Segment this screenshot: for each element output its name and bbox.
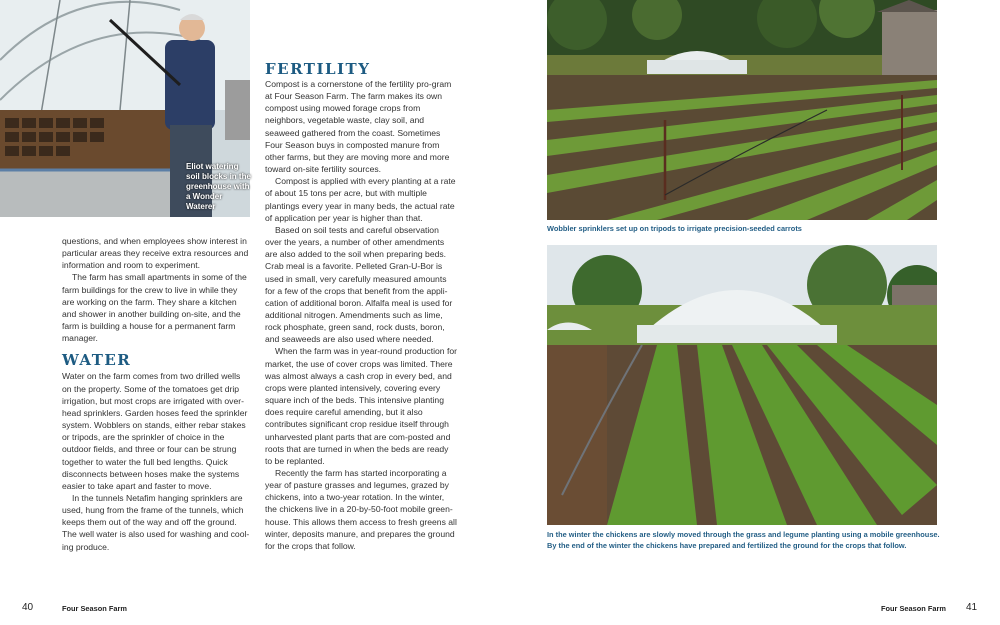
running-title: Four Season Farm	[881, 604, 946, 613]
body-paragraph: Based on soil tests and careful observation over the years, a number of other amendments are also added to the soil when preparing beds. Crab meal is a favorite. Pelleted Gran-U-Bor is used in small, very carefully measured amounts for a few of the crops that benefit from the appli-cation of additional boron. Alfalfa meal is used for additional nitrogen. Amendments such as lime, rock phosphate, green sand, rock dusts, boron, and seaweeds are also used where needed.	[265, 224, 453, 345]
photo-overlay-caption: Eliot watering soil blocks in the greenhouse with a Wonder Waterer	[186, 162, 251, 211]
bottom-caption-line: In the winter the chickens are slowly moved through the grass and legume planting using a mobile greenhouse.	[547, 530, 940, 539]
mobile-greenhouse-photo	[547, 245, 937, 525]
right-running-title	[881, 598, 946, 616]
sprinkler-carrots-photo	[547, 0, 937, 220]
body-paragraph: questions, and when employees show interest in particular areas they receive extra resources and information and room to experiment.	[62, 236, 249, 271]
bottom-photo-caption	[547, 530, 967, 551]
page-number: 41	[966, 602, 978, 613]
right-folio	[966, 597, 977, 615]
body-paragraph: Recently the farm has started incorporating a year of pasture grasses and legumes, grazed by chickens, into a two-year rotation. In the winter, the chickens live in a 20-by-50-foot mobile green-house. This allows them access to fresh greens all winter, deposits manure, and prepares the ground for the crops that follow.	[265, 468, 457, 551]
bottom-caption-line: By the end of the winter the chickens have prepared and fertilized the ground for the crops that follow.	[547, 540, 907, 550]
body-paragraph: Water on the farm comes from two drilled wells on the property. Some of the tomatoes get drip irrigation, but most crops are irrigated with over-head sprinklers. Garden hoses feed the sprinkler system. Wobblers on stands, either rebar stakes or tripods, are the sprinkler of choice in the outdoor fields, and three or four can be strung together to water the full bed lengths. Quick disconnects between hoses make the systems easier to take apart and faster to move.	[62, 371, 248, 491]
fertility-heading: FERTILITY	[265, 60, 371, 78]
water-heading: WATER	[62, 351, 132, 370]
middle-column	[265, 60, 457, 552]
body-paragraph: In the tunnels Netafim hanging sprinklers are used, hung from the frame of the tunnels, which keeps them out of the way and off the ground. The well water is also used for washing and cool-ing produce.	[62, 492, 250, 552]
body-paragraph: Compost is a cornerstone of the fertility pro-gram at Four Season Farm. The farm makes its own compost using mowed forage crops from neighbors, vegetable waste, clay soil, and seaweed gathered from the coast. Sometimes Four Season buys in composted manure from other farms, but they are moving more and more toward on-site fertility sources.	[265, 79, 452, 175]
left-running-title	[62, 598, 127, 616]
top-photo-caption: Wobbler sprinklers set up on tripods to irrigate precision-seeded carrots	[547, 224, 802, 233]
left-folio	[22, 597, 33, 615]
body-paragraph: Compost is applied with every planting at a rate of about 15 tons per acre, but with multiple plantings every year in many beds, the actual rate of application per year is higher than that.	[265, 176, 456, 223]
body-paragraph: The farm has small apartments in some of the farm buildings for the crew to live in while they are working on the farm. They share a kitchen and shower in another building on-site, and the farm is building a house for a permanent farm manager.	[62, 272, 247, 344]
page-number: 40	[22, 602, 34, 613]
running-title: Four Season Farm	[62, 604, 127, 613]
body-paragraph: When the farm was in year-round production for market, the use of cover crops was limited. There was almost always a cash crop in every bed, and crops were planted intensively, covering every square inch of the beds. This intensive planting does require careful amending, but it also contributes significant crop residue itself through unharvested plant parts that are com-posted and roots that are turned in when the beds are ready to be replanted.	[265, 346, 457, 466]
left-column	[62, 235, 252, 553]
